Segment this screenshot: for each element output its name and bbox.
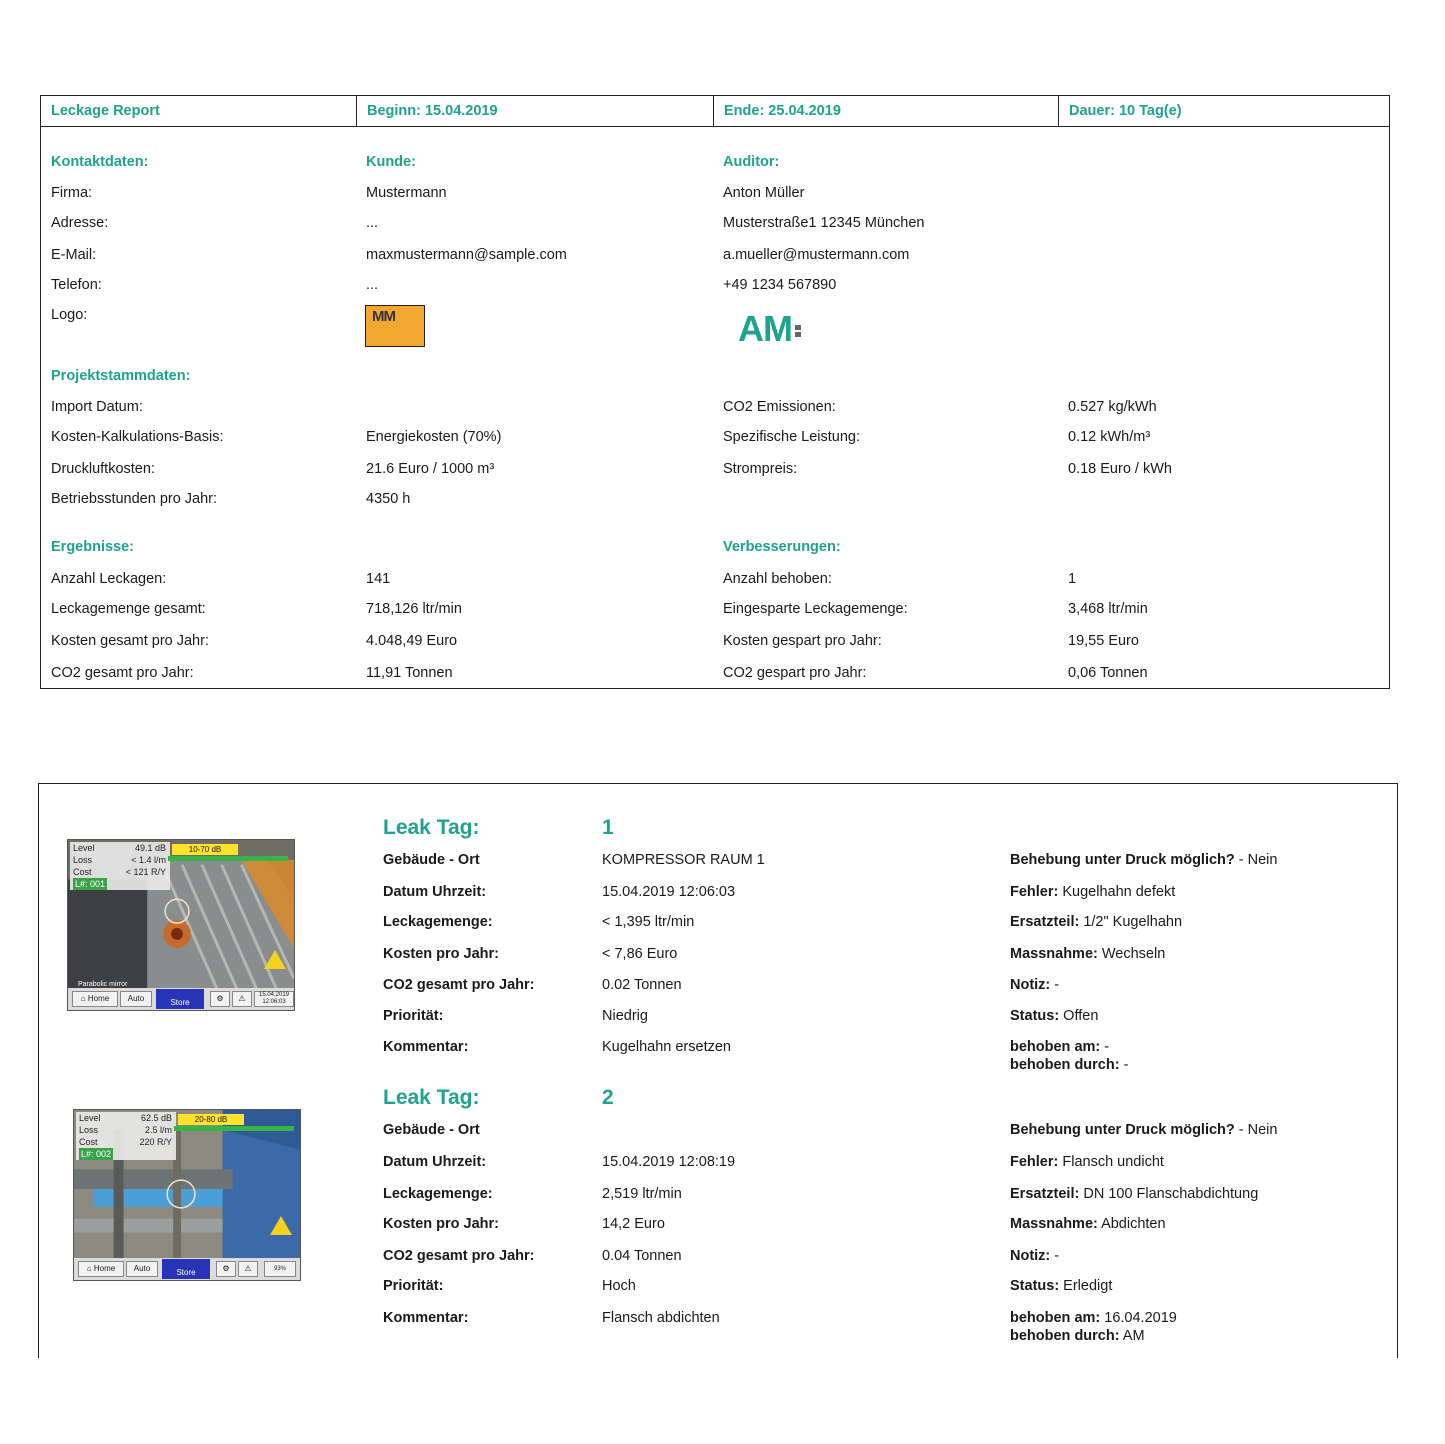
project-label: Strompreis: <box>723 461 798 477</box>
project-value: 0.527 kg/kWh <box>1068 399 1157 415</box>
warning-icon <box>264 950 286 969</box>
leak-detail: Fehler: Kugelhahn defekt <box>1010 884 1176 900</box>
results-value: 4.048,49 Euro <box>366 633 458 649</box>
level-value: 62.5 dB <box>140 1113 172 1123</box>
leak-2-title: Leak Tag: <box>383 1086 480 1109</box>
loss-label: Loss <box>79 1125 99 1135</box>
leak-detail: behoben durch: - <box>1010 1057 1129 1073</box>
project-label: Kosten-Kalkulations-Basis: <box>51 429 224 445</box>
leak-1-title: Leak Tag: <box>383 816 480 839</box>
customer-logo <box>365 305 425 347</box>
contact-label: Adresse: <box>51 215 109 231</box>
warning-small-icon: ⚠ <box>238 1261 258 1277</box>
section-results: Ergebnisse: <box>51 539 134 555</box>
leak-detail: behoben am: 16.04.2019 <box>1010 1310 1177 1326</box>
report-duration: Dauer: 10 Tag(e) <box>1058 96 1389 126</box>
customer-heading: Kunde: <box>366 154 416 170</box>
results-label: Kosten gesamt pro Jahr: <box>51 633 209 649</box>
loss-label: Loss <box>73 855 93 865</box>
project-value: 4350 h <box>366 491 411 507</box>
section-project: Projektstammdaten: <box>51 368 191 384</box>
leak-2-number: 2 <box>602 1086 614 1109</box>
results-label: CO2 gesamt pro Jahr: <box>51 665 194 681</box>
leak-detail: Massnahme: Wechseln <box>1010 946 1166 962</box>
leak-detail: Status: Offen <box>1010 1008 1099 1024</box>
project-label: Druckluftkosten: <box>51 461 155 477</box>
leak-field-value: Flansch abdichten <box>602 1310 720 1326</box>
improvements-value: 3,468 ltr/min <box>1068 601 1148 617</box>
level-bar <box>174 1126 294 1131</box>
results-value: 718,126 ltr/min <box>366 601 462 617</box>
auditor-name: Anton Müller <box>723 185 805 201</box>
leak-detail: behoben am: - <box>1010 1039 1110 1055</box>
customer-logo-text: MM <box>372 308 395 325</box>
auditor-email: a.mueller@mustermann.com <box>723 247 910 263</box>
home-button: ⌂ Home <box>72 991 118 1007</box>
leak-field-value: 15.04.2019 12:06:03 <box>602 884 736 900</box>
gear-icon: ⚙ <box>210 991 230 1007</box>
leak-field-label: Kommentar: <box>383 1039 469 1055</box>
level-label: Level <box>73 843 95 853</box>
db-range: 10-70 dB <box>172 844 238 855</box>
leak-field-label: Kosten pro Jahr: <box>383 1216 500 1232</box>
customer-address: ... <box>366 215 379 231</box>
leak-field-value: KOMPRESSOR RAUM 1 <box>602 852 765 868</box>
project-label: Spezifische Leistung: <box>723 429 861 445</box>
cost-value: 220 R/Y <box>139 1137 172 1147</box>
leak-detail: Ersatzteil: 1/2" Kugelhahn <box>1010 914 1183 930</box>
leak-detail: Ersatzteil: DN 100 Flanschabdichtung <box>1010 1186 1259 1202</box>
contact-label: E-Mail: <box>51 247 97 263</box>
leak-detail: Notiz: - <box>1010 977 1060 993</box>
store-button: Store <box>162 1259 210 1279</box>
results-value: 141 <box>366 571 391 587</box>
loss-value: 2.5 l/m <box>144 1125 172 1135</box>
leak-field-value: Hoch <box>602 1278 636 1294</box>
mode-label: Parabolic mirror <box>78 981 128 988</box>
auditor-logo <box>738 309 801 349</box>
project-label: CO2 Emissionen: <box>723 399 836 415</box>
contact-label: Telefon: <box>51 277 102 293</box>
section-contact: Kontaktdaten: <box>51 154 149 170</box>
leak-field-value: < 1,395 ltr/min <box>602 914 695 930</box>
home-button: ⌂ Home <box>78 1261 124 1277</box>
auditor-heading: Auditor: <box>723 154 780 170</box>
leak-field-label: Datum Uhrzeit: <box>383 884 487 900</box>
summary-box <box>40 95 1390 689</box>
leak-field-label: Leckagemenge: <box>383 914 493 930</box>
leak-detail: behoben durch: AM <box>1010 1328 1145 1344</box>
leak-field-value: < 7,86 Euro <box>602 946 678 962</box>
leak-field-label: Priorität: <box>383 1278 444 1294</box>
leak-number-badge: L#: 002 <box>81 1149 112 1159</box>
improvements-label: Anzahl behoben: <box>723 571 832 587</box>
leak-field-label: Kosten pro Jahr: <box>383 946 500 962</box>
leak-field-label: Datum Uhrzeit: <box>383 1154 487 1170</box>
leak-field-value: Niedrig <box>602 1008 648 1024</box>
leak-field-label: Kommentar: <box>383 1310 469 1326</box>
auditor-phone: +49 1234 567890 <box>723 277 837 293</box>
leak-1-number: 1 <box>602 816 614 839</box>
warning-small-icon: ⚠ <box>232 991 252 1007</box>
improvements-label: Eingesparte Leckagemenge: <box>723 601 908 617</box>
auditor-logo-text: AM <box>738 308 792 349</box>
leak-1-readout <box>70 842 170 890</box>
cost-value: < 121 R/Y <box>125 867 166 877</box>
auto-button: Auto <box>126 1261 158 1277</box>
level-bar <box>168 856 288 861</box>
leak-number-badge: L#: 001 <box>75 879 106 889</box>
project-label: Betriebsstunden pro Jahr: <box>51 491 218 507</box>
leak-field-label: CO2 gesamt pro Jahr: <box>383 977 535 993</box>
leak-2-readout <box>76 1112 176 1160</box>
results-label: Anzahl Leckagen: <box>51 571 167 587</box>
project-value: 21.6 Euro / 1000 m³ <box>366 461 495 477</box>
improvements-label: Kosten gespart pro Jahr: <box>723 633 882 649</box>
customer-email: maxmustermann@sample.com <box>366 247 567 263</box>
leak-detail: Behebung unter Druck möglich? - Nein <box>1010 1122 1278 1138</box>
leak-detail: Massnahme: Abdichten <box>1010 1216 1166 1232</box>
auditor-logo-mark <box>795 323 801 339</box>
cost-label: Cost <box>79 1137 98 1147</box>
improvements-label: CO2 gespart pro Jahr: <box>723 665 867 681</box>
leak-detail: Behebung unter Druck möglich? - Nein <box>1010 852 1278 868</box>
warning-icon <box>270 1216 292 1235</box>
leak-field-label: Gebäude - Ort <box>383 1122 480 1138</box>
customer-phone: ... <box>366 277 379 293</box>
leak-field-value: 2,519 ltr/min <box>602 1186 682 1202</box>
contact-label: Firma: <box>51 185 93 201</box>
leak-field-label: Leckagemenge: <box>383 1186 493 1202</box>
loss-value: < 1.4 l/m <box>131 855 166 865</box>
level-label: Level <box>79 1113 101 1123</box>
leak-field-value: 15.04.2019 12:08:19 <box>602 1154 736 1170</box>
improvements-value: 0,06 Tonnen <box>1068 665 1148 681</box>
customer-company: Mustermann <box>366 185 447 201</box>
contact-label: Logo: <box>51 307 88 323</box>
device-toolbar <box>74 1258 300 1280</box>
auditor-address: Musterstraße1 12345 München <box>723 215 925 231</box>
leak-detail: Notiz: - <box>1010 1248 1060 1264</box>
project-value: 0.18 Euro / kWh <box>1068 461 1172 477</box>
project-value: Energiekosten (70%) <box>366 429 502 445</box>
auto-button: Auto <box>120 991 152 1007</box>
store-button: Store <box>156 989 204 1009</box>
leak-list <box>38 783 1398 1358</box>
report-begin: Beginn: 15.04.2019 <box>356 96 714 126</box>
project-label: Import Datum: <box>51 399 143 415</box>
device-toolbar <box>68 988 294 1010</box>
leak-2-image <box>73 1109 301 1281</box>
section-improvements: Verbesserungen: <box>723 539 841 555</box>
leak-detail: Status: Erledigt <box>1010 1278 1113 1294</box>
results-label: Leckagemenge gesamt: <box>51 601 206 617</box>
device-timestamp: 15.04.2019 12:06:03 <box>254 991 294 1007</box>
report-end: Ende: 25.04.2019 <box>713 96 1059 126</box>
leak-field-value: Kugelhahn ersetzen <box>602 1039 731 1055</box>
leak-field-value: 0.02 Tonnen <box>602 977 682 993</box>
improvements-value: 19,55 Euro <box>1068 633 1139 649</box>
leak-field-label: Gebäude - Ort <box>383 852 480 868</box>
leak-field-value: 0.04 Tonnen <box>602 1248 682 1264</box>
leak-detail: Fehler: Flansch undicht <box>1010 1154 1164 1170</box>
leak-field-label: Priorität: <box>383 1008 444 1024</box>
cost-label: Cost <box>73 867 92 877</box>
db-range: 20-80 dB <box>178 1114 244 1125</box>
report-header <box>41 96 1389 127</box>
battery-icon: 93% <box>264 1261 296 1277</box>
report-title: Leckage Report <box>51 103 160 119</box>
leak-field-value: 14,2 Euro <box>602 1216 665 1232</box>
level-value: 49.1 dB <box>134 843 166 853</box>
leak-field-label: CO2 gesamt pro Jahr: <box>383 1248 535 1264</box>
leak-1-image <box>67 839 295 1011</box>
improvements-value: 1 <box>1068 571 1077 587</box>
gear-icon: ⚙ <box>216 1261 236 1277</box>
project-value: 0.12 kWh/m³ <box>1068 429 1151 445</box>
results-value: 11,91 Tonnen <box>366 665 453 681</box>
